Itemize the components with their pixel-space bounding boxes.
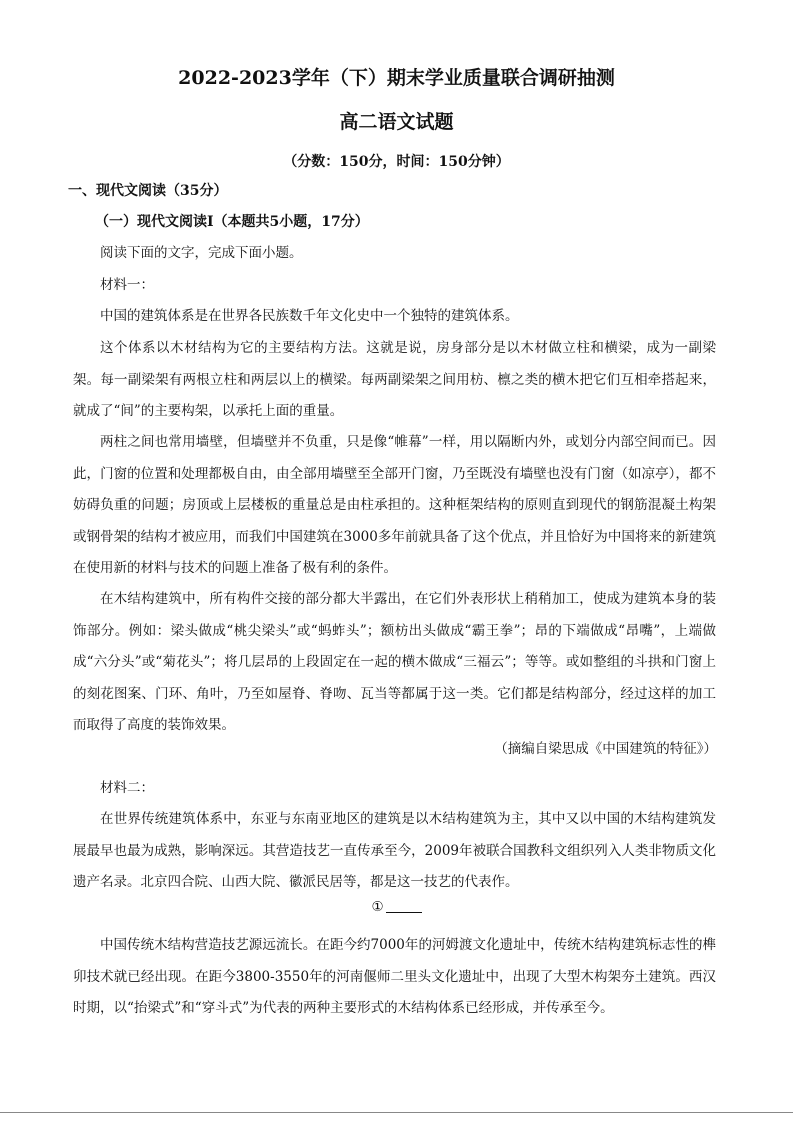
blank-marker	[0, 898, 793, 915]
material2-paragraph: 中国传统木结构营造技艺源远流长。在距今约7000年的河姆渡文化遗址中，传统木结构建筑标志性的榫卯技术就已经出现。在距今3800-3550年的河南偃师二里头文化遗址中，出现了大型木构架夯土建筑。西汉时期，以“抬梁式”和“穿斗式”为代表的两种主要形式的木结构体系已经形成，并传承至今。	[73, 937, 716, 1017]
score-info: （分数：150分，时间：150分钟）	[283, 154, 510, 170]
answer-blank-line	[386, 898, 422, 913]
exam-title: 2022-2023学年（下）期末学业质量联合调研抽测	[178, 67, 615, 89]
instruction-text: 阅读下面的文字，完成下面小题。	[100, 245, 303, 261]
subsection-heading: （一）现代文阅读Ⅰ（本题共5小题，17分）	[95, 214, 369, 230]
material1-paragraph: 在木结构建筑中，所有构件交接的部分都大半露出，在它们外表形状上稍稍加工，使成为建筑本身的装饰部分。例如：梁头做成“桃尖梁头”或“蚂蚱头”；额枋出头做成“霸王拳”；昂的下端做成“昂嘴”，上端做成“六分头”或“菊花头”；将几层昂的上段固定在一起的横木做成“三福云”；等等。或如整组的斗拱和门窗上的刻花图案、门环、角叶，乃至如屋脊、脊吻、瓦当等都属于这一类。它们都是结构部分，经过这样的加工而取得了高度的装饰效果。	[73, 591, 716, 734]
material1-label: 材料一：	[100, 277, 154, 293]
material2-label: 材料二：	[100, 780, 154, 796]
source-citation: （摘编自梁思成《中国建筑的特征》）	[494, 741, 717, 757]
material1-paragraph: 两柱之间也常用墙壁，但墙壁并不负重，只是像“帷幕”一样，用以隔断内外，或划分内部空间而已。因此，门窗的位置和处理都极自由，由全部用墙壁至全部开门窗，乃至既没有墙壁也没有门窗（如凉亭），都不妨碍负重的问题；房顶或上层楼板的重量总是由柱承担的。这种框架结构的原则直到现代的钢筋混凝土构架或钢骨架的结构才被应用，而我们中国建筑在3000多年前就具备了这个优点，并且恰好为中国将来的新建筑在使用新的材料与技术的问题上准备了极有利的条件。	[73, 434, 716, 577]
material2-paragraph: 在世界传统建筑体系中，东亚与东南亚地区的建筑是以木结构建筑为主，其中又以中国的木结构建筑发展最早也最为成熟，影响深远。其营造技艺一直传承至今，2009年被联合国教科文组织列入人类非物质文化遗产名录。北京四合院、山西大院、徽派民居等，都是这一技艺的代表作。	[73, 811, 716, 891]
section-heading: 一、现代文阅读（35分）	[68, 183, 228, 199]
exam-subtitle: 高二语文试题	[339, 111, 454, 133]
marker-number: ①	[371, 899, 384, 915]
page-bottom-rule	[0, 1112, 793, 1115]
material1-paragraph: 中国的建筑体系是在世界各民族数千年文化史中一个独特的建筑体系。	[100, 308, 519, 324]
material1-paragraph: 这个体系以木材结构为它的主要结构方法。这就是说，房身部分是以木材做立柱和横梁，成为一副梁架。每一副梁架有两根立柱和两层以上的横梁。每两副梁架之间用枋、檩之类的横木把它们互相牵搭起来，就成了“间”的主要构架，以承托上面的重量。	[73, 340, 716, 420]
